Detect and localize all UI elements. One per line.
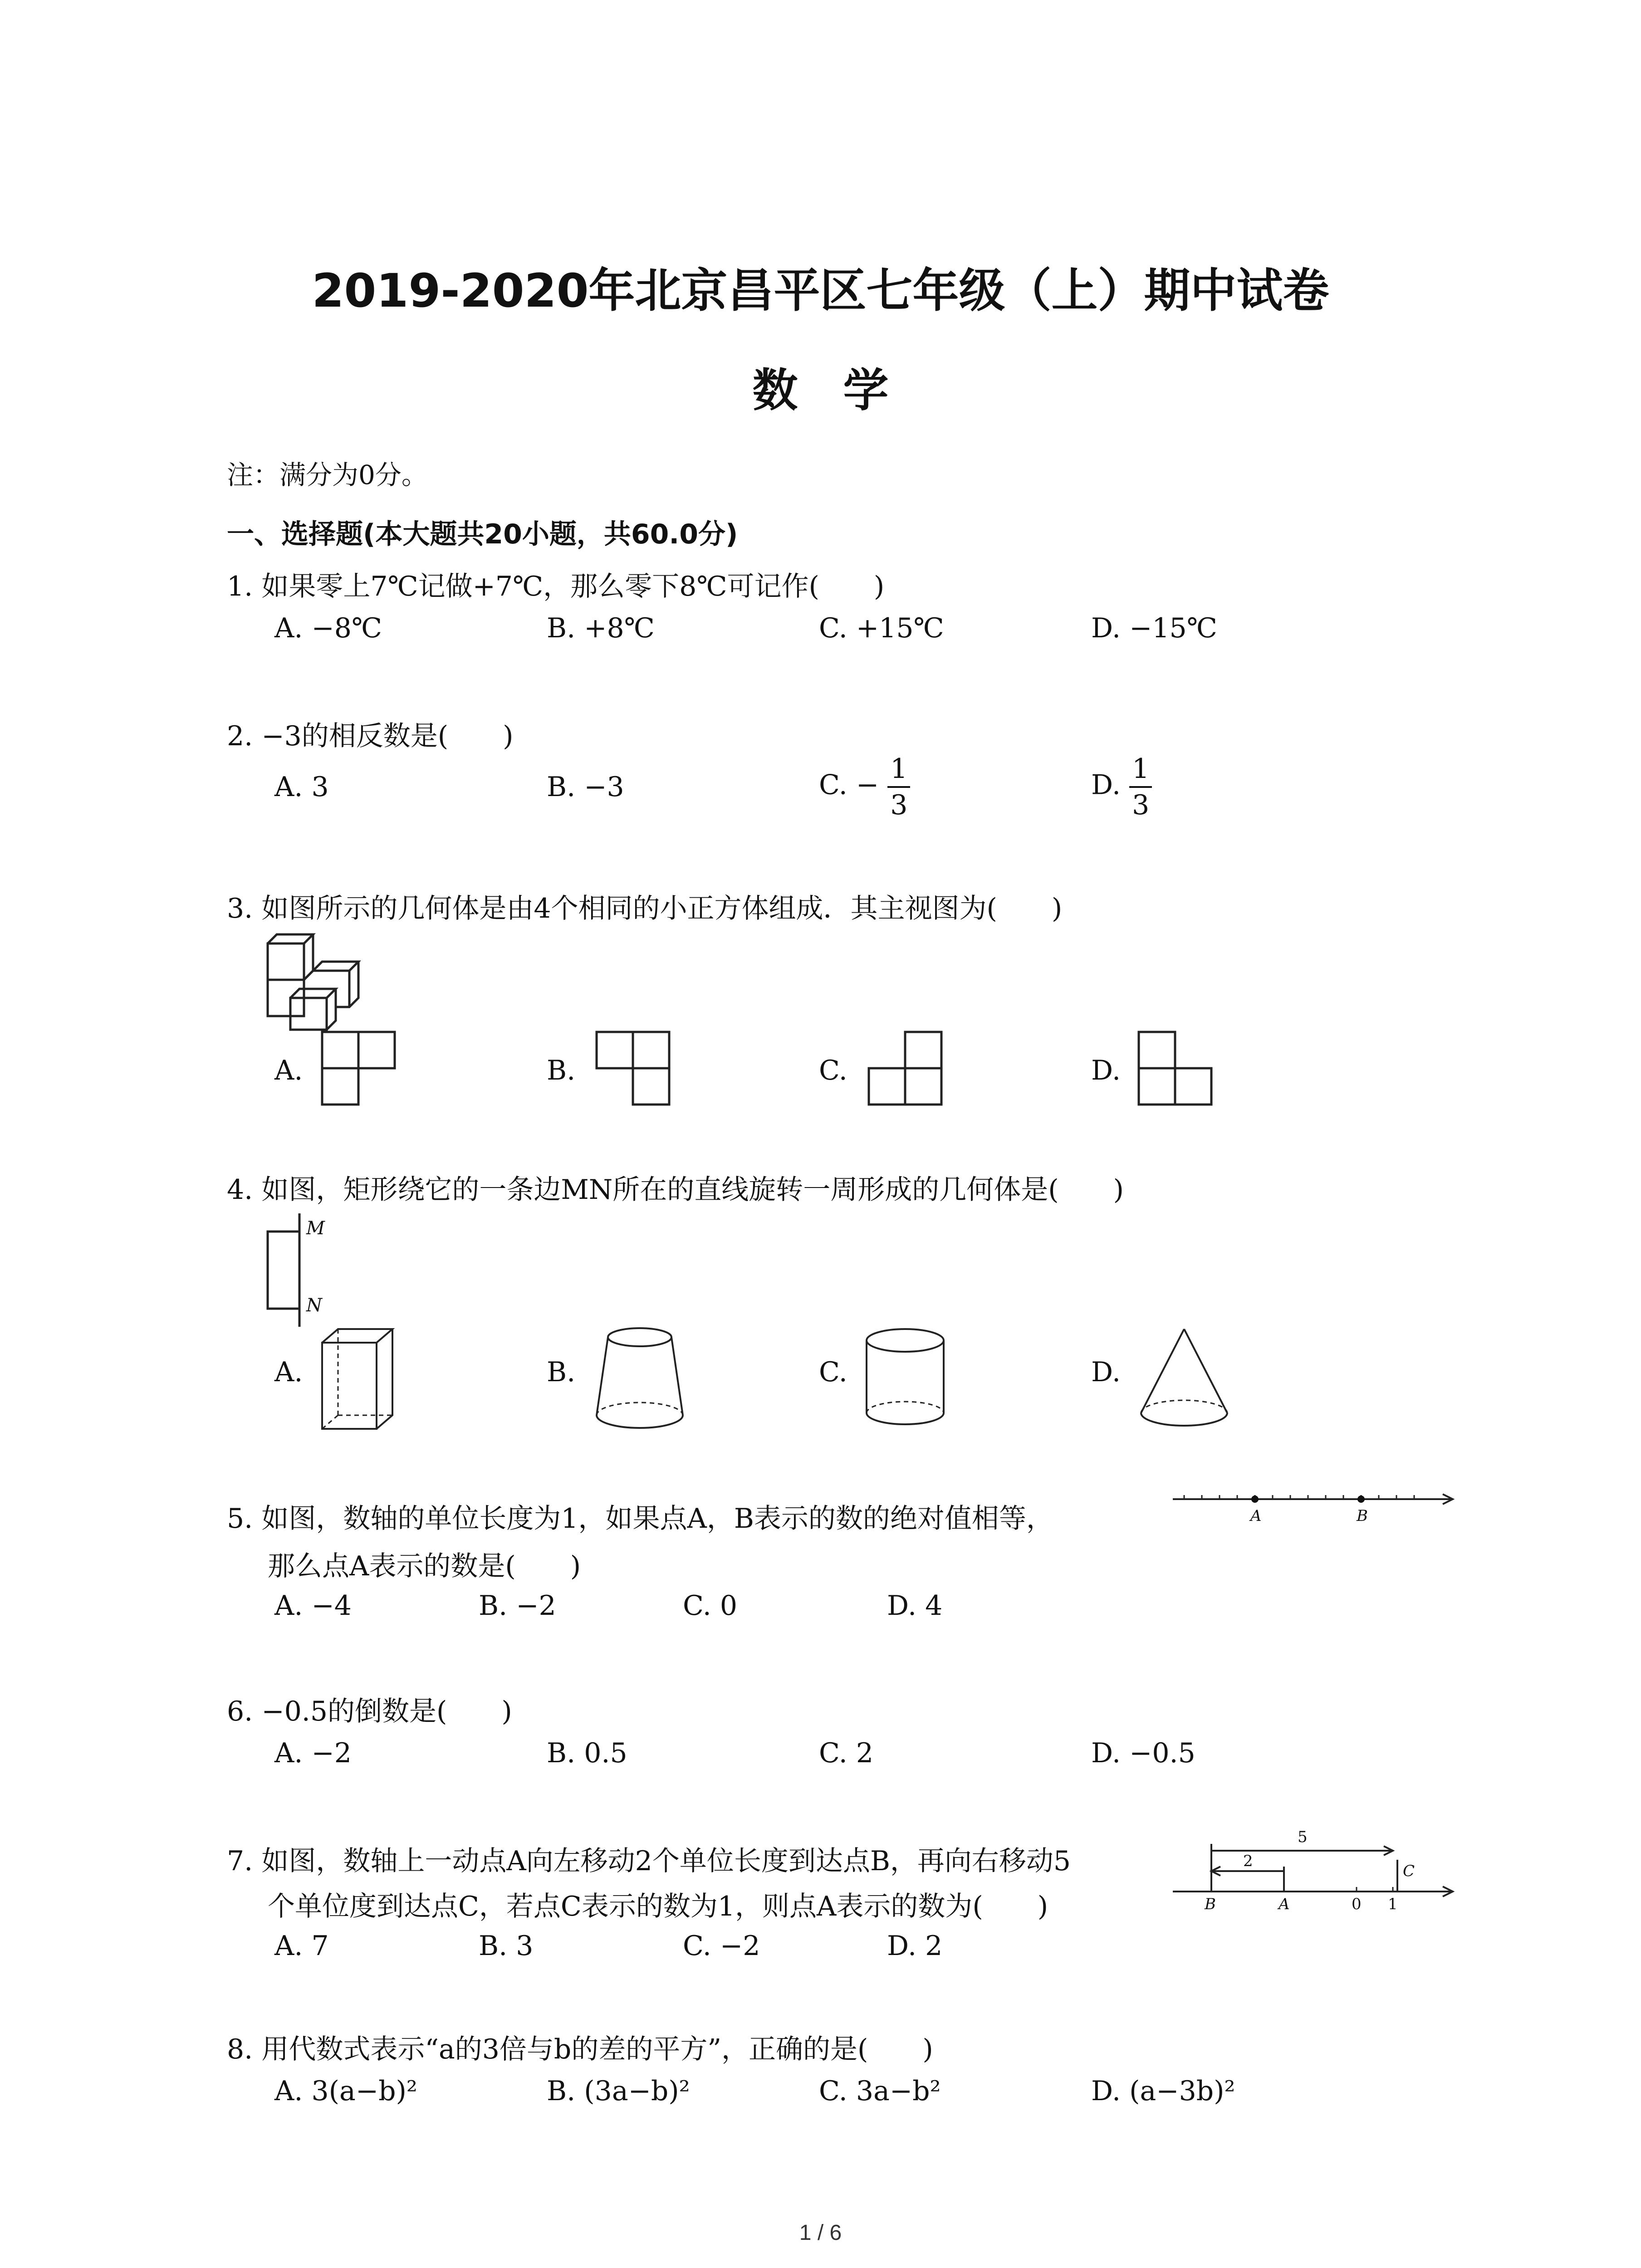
q3-option-b-view [594,1030,676,1111]
fraction-denominator: 3 [1132,789,1150,821]
question-5-stem-line1: 5. 如图，数轴的单位长度为1，如果点A，B表示的数的绝对值相等， [227,1503,1053,1535]
q3-option-c: C. [819,1055,847,1086]
q4-option-c: C. [819,1356,847,1388]
q7-label-two: 2 [1243,1852,1253,1870]
q4-option-a-prism [318,1325,399,1433]
q4-option-d: D. [1091,1356,1121,1388]
q5-number-line [1171,1488,1461,1524]
q8-option-c: C. 3a−b² [819,2075,941,2107]
q6-option-c: C. 2 [819,1737,874,1769]
q3-option-c-view [867,1030,948,1111]
q5-option-a: A. −4 [274,1590,352,1622]
question-2-stem: 2. −3的相反数是( ) [227,720,514,752]
question-1-stem: 1. 如果零上7℃记做+7℃，那么零下8℃可记作( ) [227,571,885,602]
q2-option-d-fraction [1129,755,1152,819]
q8-option-d: D. (a−3b)² [1091,2075,1235,2107]
q4-option-b: B. [547,1356,576,1388]
question-7-stem-line1: 7. 如图，数轴上一动点A向左移动2个单位长度到达点B，再向右移动5 [227,1845,1071,1877]
fraction-numerator: 1 [887,755,910,788]
q7-label-zero: 0 [1352,1895,1362,1913]
q2-option-c [819,755,910,819]
q3-option-b: B. [547,1055,576,1086]
q3-cube-figure [263,925,363,1034]
question-8-stem: 8. 用代数式表示“a的3倍与b的差的平方”，正确的是( ) [227,2033,933,2065]
question-7-stem-line2: 个单位度到达点C，若点C表示的数为1，则点A表示的数为( ) [268,1891,1048,1922]
q4-option-a: A. [274,1356,303,1388]
q3-option-a: A. [274,1055,303,1086]
q1-option-d: D. −15℃ [1091,612,1217,644]
q5-option-b: B. −2 [479,1590,556,1622]
question-5-stem-line2: 那么点A表示的数是( ) [268,1550,581,1582]
q7-label-b: B [1205,1895,1216,1913]
q2-option-d-label: D. [1091,769,1130,801]
q7-label-c: C [1403,1862,1415,1880]
q5-option-d: D. 4 [887,1590,943,1622]
q7-option-b: B. 3 [479,1930,534,1962]
q2-option-c-fraction [887,755,910,819]
question-3-stem: 3. 如图所示的几何体是由4个相同的小正方体组成．其主视图为( ) [227,893,1063,924]
q4-option-b-frustum [590,1325,690,1433]
q2-option-d [1091,755,1152,819]
q4-label-m: M [306,1218,325,1239]
q4-label-n: N [306,1295,322,1316]
page-title: 2019-2020年北京昌平区七年级（上）期中试卷 [312,264,1329,318]
q3-option-d: D. [1091,1055,1121,1086]
q3-option-d-view [1136,1030,1218,1111]
q7-label-five: 5 [1298,1828,1308,1846]
question-6-stem: 6. −0.5的倒数是( ) [227,1696,512,1727]
q7-label-one: 1 [1388,1895,1398,1913]
q2-option-c-label: C. − [819,769,879,801]
q4-option-d-cone [1136,1325,1236,1433]
q5-label-a: A [1250,1507,1262,1525]
q7-option-d: D. 2 [887,1930,943,1962]
q6-option-d: D. −0.5 [1091,1737,1195,1769]
q7-label-a: A [1279,1895,1290,1913]
page-number: 1 / 6 [799,2221,842,2245]
page-subtitle: 数学 [752,364,934,417]
q8-option-b: B. (3a−b)² [547,2075,690,2107]
q5-label-b: B [1357,1507,1368,1525]
section-heading: 一、选择题(本大题共20小题，共60.0分) [227,518,738,550]
score-note: 注：满分为0分。 [227,459,428,490]
q6-option-a: A. −2 [274,1737,352,1769]
fraction-numerator: 1 [1129,755,1152,788]
q2-option-a: A. 3 [274,771,329,803]
q5-option-c: C. 0 [683,1590,738,1622]
q3-option-a-view [320,1030,402,1111]
q2-option-b: B. −3 [547,771,624,803]
q1-option-a: A. −8℃ [274,612,382,644]
q6-option-b: B. 0.5 [547,1737,627,1769]
q1-option-b: B. +8℃ [547,612,655,644]
q8-option-a: A. 3(a−b)² [274,2075,417,2107]
fraction-denominator: 3 [890,789,908,821]
question-4-stem: 4. 如图，矩形绕它的一条边MN所在的直线旋转一周形成的几何体是( ) [227,1174,1124,1206]
q7-option-a: A. 7 [274,1930,329,1962]
q1-option-c: C. +15℃ [819,612,944,644]
q4-option-c-cylinder [862,1325,953,1433]
q7-option-c: C. −2 [683,1930,760,1962]
